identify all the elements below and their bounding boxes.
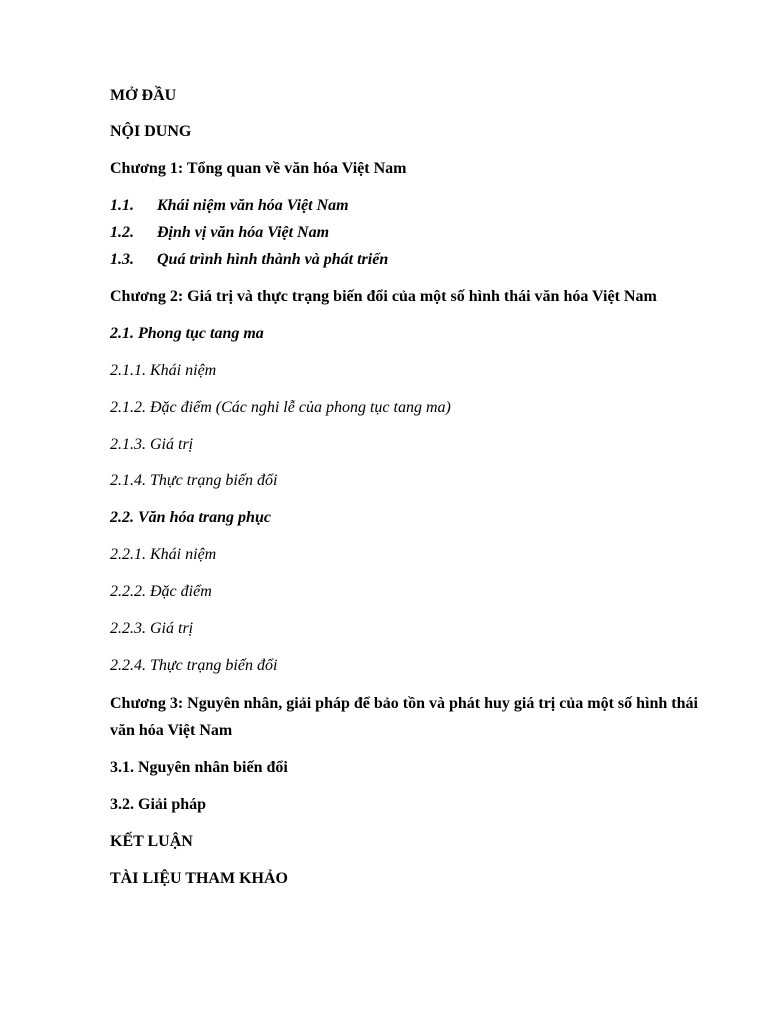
chapter-1-item	[110, 250, 388, 270]
heading-noi-dung: NỘI DUNG	[110, 123, 192, 140]
item-number: 1.1.	[110, 197, 134, 214]
item-number: 1.2.	[110, 224, 134, 241]
chapter-2-title: Chương 2: Giá trị và thực trạng biến đổi của một số hình thái văn hóa Việt Nam	[110, 288, 657, 305]
item-text: Quá trình hình thành và phát triển	[157, 251, 389, 268]
item-text: Khái niệm văn hóa Việt Nam	[157, 197, 349, 214]
heading-mo-dau: MỞ ĐẦU	[110, 87, 177, 104]
subsection-item: 2.2.2. Đặc điểm	[110, 583, 212, 600]
subsection-item: 2.1.4. Thực trạng biến đổi	[110, 472, 278, 489]
chapter-3-title: Chương 3: Nguyên nhân, giải pháp để bảo tồn và phát huy giá trị của một số hình thái văn hóa Việt Nam	[110, 695, 698, 739]
subsection-item: 2.1.2. Đặc điểm (Các nghi lễ của phong tục tang ma)	[110, 399, 451, 416]
chapter-1-title: Chương 1: Tổng quan về văn hóa Việt Nam	[110, 160, 407, 177]
subsection-item: 2.2.4. Thực trạng biến đổi	[110, 657, 278, 674]
section-3-2-title: 3.2. Giải pháp	[110, 796, 207, 813]
heading-ket-luan: KẾT LUẬN	[110, 833, 193, 850]
chapter-1-item	[110, 223, 329, 243]
item-text: Định vị văn hóa Việt Nam	[157, 224, 330, 241]
section-2-1-title: 2.1. Phong tục tang ma	[110, 325, 264, 342]
subsection-item: 2.2.1. Khái niệm	[110, 546, 217, 563]
subsection-item: 2.2.3. Giá trị	[110, 620, 194, 637]
subsection-item: 2.1.1. Khái niệm	[110, 362, 217, 379]
item-number: 1.3.	[110, 251, 134, 268]
chapter-1-item	[110, 196, 349, 216]
section-2-2-title: 2.2. Văn hóa trang phục	[110, 509, 271, 526]
heading-tai-lieu-tham-khao: TÀI LIỆU THAM KHẢO	[110, 870, 288, 887]
section-3-1-title: 3.1. Nguyên nhân biến đổi	[110, 759, 288, 776]
subsection-item: 2.1.3. Giá trị	[110, 436, 194, 453]
